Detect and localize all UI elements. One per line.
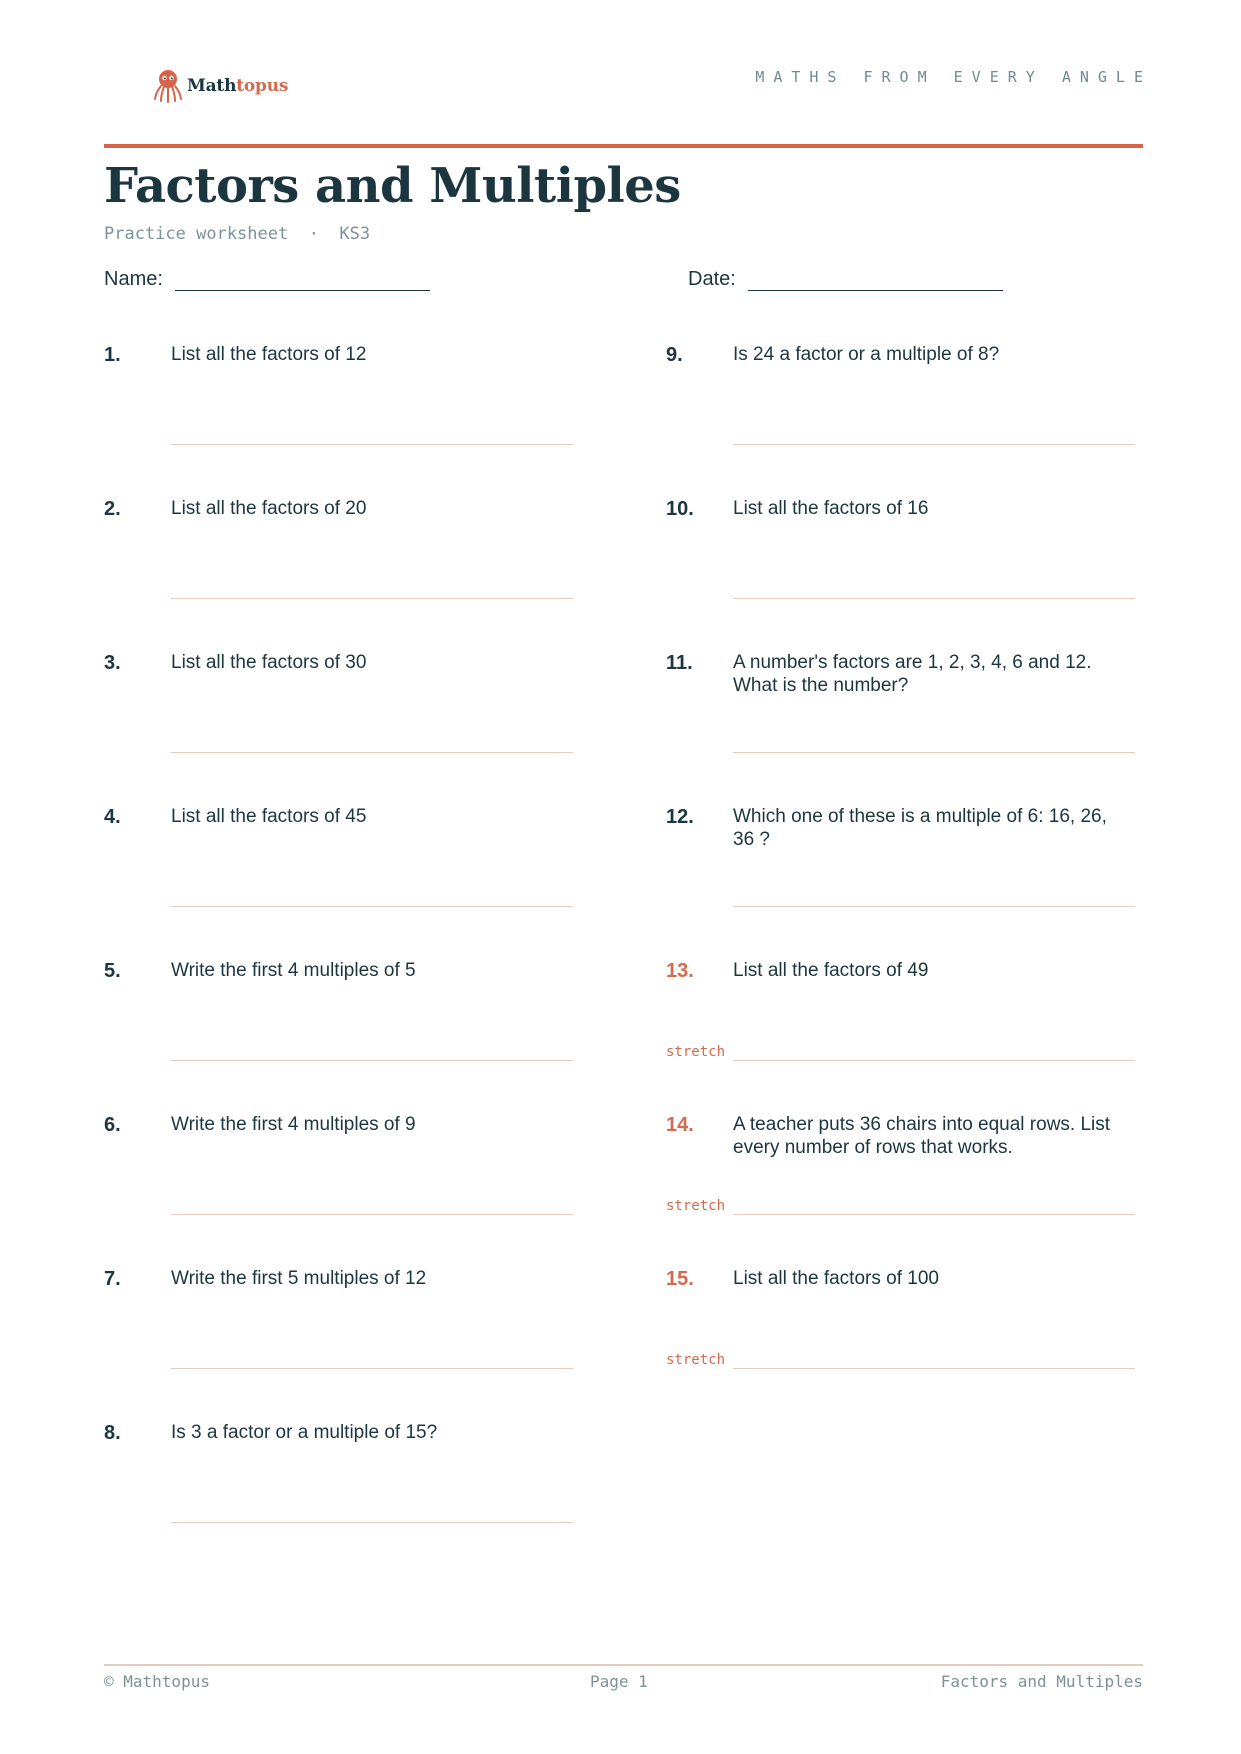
answer-line[interactable] <box>171 1368 573 1369</box>
question-number: 8. <box>104 1422 121 1444</box>
answer-line[interactable] <box>171 906 573 907</box>
question-item <box>104 1422 624 1542</box>
question-text: List all the factors of 45 <box>171 806 367 827</box>
question-number: 13. <box>666 960 694 982</box>
header-divider <box>104 144 1143 148</box>
question-item <box>104 1114 624 1234</box>
answer-line[interactable] <box>733 1214 1135 1215</box>
question-number: 9. <box>666 344 683 366</box>
question-number: 14. <box>666 1114 694 1136</box>
question-item <box>104 344 624 464</box>
stretch-tag: stretch <box>666 1198 726 1214</box>
question-number: 7. <box>104 1268 121 1290</box>
answer-line[interactable] <box>171 1214 573 1215</box>
answer-line[interactable] <box>171 1060 573 1061</box>
question-number: 2. <box>104 498 121 520</box>
page-title: Factors and Multiples <box>104 158 681 214</box>
question-item-stretch <box>666 1114 1186 1234</box>
date-field[interactable] <box>688 268 1003 291</box>
answer-line[interactable] <box>733 752 1135 753</box>
stretch-tag: stretch <box>666 1044 726 1060</box>
answer-line[interactable] <box>733 598 1135 599</box>
question-number: 3. <box>104 652 121 674</box>
page-header <box>104 62 1152 112</box>
question-text: List all the factors of 12 <box>171 344 367 365</box>
answer-line[interactable] <box>171 1522 573 1523</box>
name-field[interactable] <box>104 268 430 291</box>
date-label: Date: <box>688 268 736 290</box>
tagline: MATHS FROM EVERY ANGLE <box>755 68 1152 86</box>
question-item <box>666 806 1186 926</box>
question-item-stretch <box>666 1268 1186 1388</box>
question-item <box>666 652 1186 772</box>
date-answer-line[interactable] <box>748 268 1003 291</box>
question-text: List all the factors of 100 <box>733 1268 939 1289</box>
logo-wordmark: Mathtopus <box>187 76 289 96</box>
footer-divider <box>104 1664 1143 1666</box>
question-item <box>104 960 624 1080</box>
question-text: Which one of these is a multiple of 6: 16, 26, 36 ? <box>733 806 1107 850</box>
question-item <box>666 344 1186 464</box>
question-text: A number's factors are 1, 2, 3, 4, 6 and 12. What is the number? <box>733 652 1092 696</box>
question-item <box>104 806 624 926</box>
answer-line[interactable] <box>733 1368 1135 1369</box>
question-item <box>104 498 624 618</box>
question-item <box>666 498 1186 618</box>
question-number: 12. <box>666 806 694 828</box>
answer-line[interactable] <box>733 1060 1135 1061</box>
question-text: List all the factors of 49 <box>733 960 929 981</box>
answer-line[interactable] <box>171 752 573 753</box>
question-number: 15. <box>666 1268 694 1290</box>
name-label: Name: <box>104 268 163 290</box>
question-text: List all the factors of 20 <box>171 498 367 519</box>
octopus-icon <box>152 68 184 104</box>
question-text: Is 3 a factor or a multiple of 15? <box>171 1422 438 1443</box>
question-text: List all the factors of 30 <box>171 652 367 673</box>
footer-doc-title: Factors and Multiples <box>940 1672 1143 1691</box>
question-number: 11. <box>666 652 693 674</box>
question-number: 6. <box>104 1114 121 1136</box>
question-item-stretch <box>666 960 1186 1080</box>
question-number: 5. <box>104 960 121 982</box>
footer-copyright: © Mathtopus <box>104 1672 210 1691</box>
answer-line[interactable] <box>733 444 1135 445</box>
question-text: Is 24 a factor or a multiple of 8? <box>733 344 1000 365</box>
answer-line[interactable] <box>733 906 1135 907</box>
question-item <box>104 1268 624 1388</box>
question-number: 4. <box>104 806 121 828</box>
question-item <box>104 652 624 772</box>
answer-line[interactable] <box>171 444 573 445</box>
answer-line[interactable] <box>171 598 573 599</box>
stretch-tag: stretch <box>666 1352 726 1368</box>
question-number: 1. <box>104 344 121 366</box>
question-text: Write the first 4 multiples of 5 <box>171 960 416 981</box>
logo <box>152 68 288 104</box>
question-text: List all the factors of 16 <box>733 498 929 519</box>
question-text: Write the first 4 multiples of 9 <box>171 1114 416 1135</box>
page-subtitle: Practice worksheet · KS3 <box>104 224 371 244</box>
footer-page-number: Page 1 <box>590 1672 648 1691</box>
question-number: 10. <box>666 498 694 520</box>
name-answer-line[interactable] <box>175 268 430 291</box>
question-text: Write the first 5 multiples of 12 <box>171 1268 427 1289</box>
question-text: A teacher puts 36 chairs into equal rows. List every number of rows that works. <box>733 1114 1111 1158</box>
